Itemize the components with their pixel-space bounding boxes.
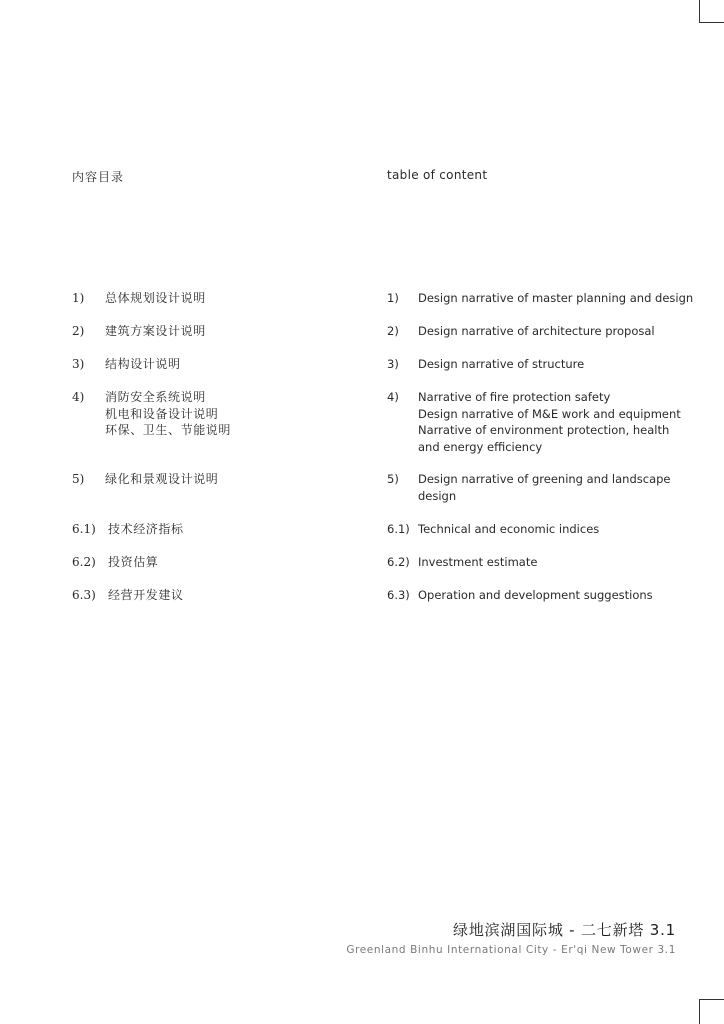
- toc-title-en: Design narrative of master planning and design: [418, 291, 694, 305]
- toc-number-en: 2): [387, 324, 399, 338]
- toc-title-zh: 经营开发建议: [108, 588, 184, 602]
- toc-title-en: Design narrative of structure: [418, 357, 585, 371]
- toc-number-en: 1): [387, 291, 399, 305]
- toc-number-en: 5): [387, 472, 399, 486]
- crop-mark-top: [699, 0, 724, 23]
- toc-title-zh: 绿化和景观设计说明: [105, 472, 219, 486]
- toc-number-en: 6.2): [387, 555, 410, 569]
- toc-number-en: 3): [387, 357, 399, 371]
- toc-number-zh: 1): [72, 291, 85, 305]
- toc-title-zh: 总体规划设计说明: [105, 291, 206, 305]
- toc-title-en: Design narrative of architecture proposal: [418, 324, 655, 338]
- toc-title-en: Narrative of fire protection safety Design narrative of M&E work and equipment Narrative of environment protection, health and energy efficiency: [418, 390, 681, 454]
- toc-number-zh: 4): [72, 390, 85, 404]
- toc-number-zh: 3): [72, 357, 85, 371]
- toc-number-en: 6.1): [387, 522, 410, 536]
- toc-number-en: 4): [387, 390, 399, 404]
- toc-number-zh: 6.2): [72, 555, 96, 569]
- footer-title-en: Greenland Binhu International City - Er'qi New Tower 3.1: [346, 944, 676, 956]
- toc-title-en: Investment estimate: [418, 555, 538, 569]
- toc-title-en: Design narrative of greening and landscape design: [418, 472, 671, 503]
- footer-title-zh: 绿地滨湖国际城 - 二七新塔 3.1: [453, 921, 676, 939]
- toc-title-zh: 消防安全系统说明 机电和设备设计说明 环保、卫生、节能说明: [105, 390, 232, 437]
- toc-title-en: Operation and development suggestions: [418, 588, 653, 602]
- toc-title-zh: 结构设计说明: [105, 357, 181, 371]
- toc-title-zh: 建筑方案设计说明: [105, 324, 206, 338]
- toc-title-zh: 投资估算: [108, 555, 159, 569]
- toc-heading-en: table of content: [387, 168, 488, 182]
- toc-number-zh: 5): [72, 472, 85, 486]
- toc-title-en: Technical and economic indices: [418, 522, 600, 536]
- toc-number-zh: 6.1): [72, 522, 96, 536]
- crop-mark-bottom: [699, 999, 724, 1024]
- toc-number-zh: 6.3): [72, 588, 96, 602]
- toc-number-en: 6.3): [387, 588, 410, 602]
- toc-heading-zh: 内容目录: [72, 170, 125, 184]
- toc-title-zh: 技术经济指标: [108, 522, 184, 536]
- toc-number-zh: 2): [72, 324, 85, 338]
